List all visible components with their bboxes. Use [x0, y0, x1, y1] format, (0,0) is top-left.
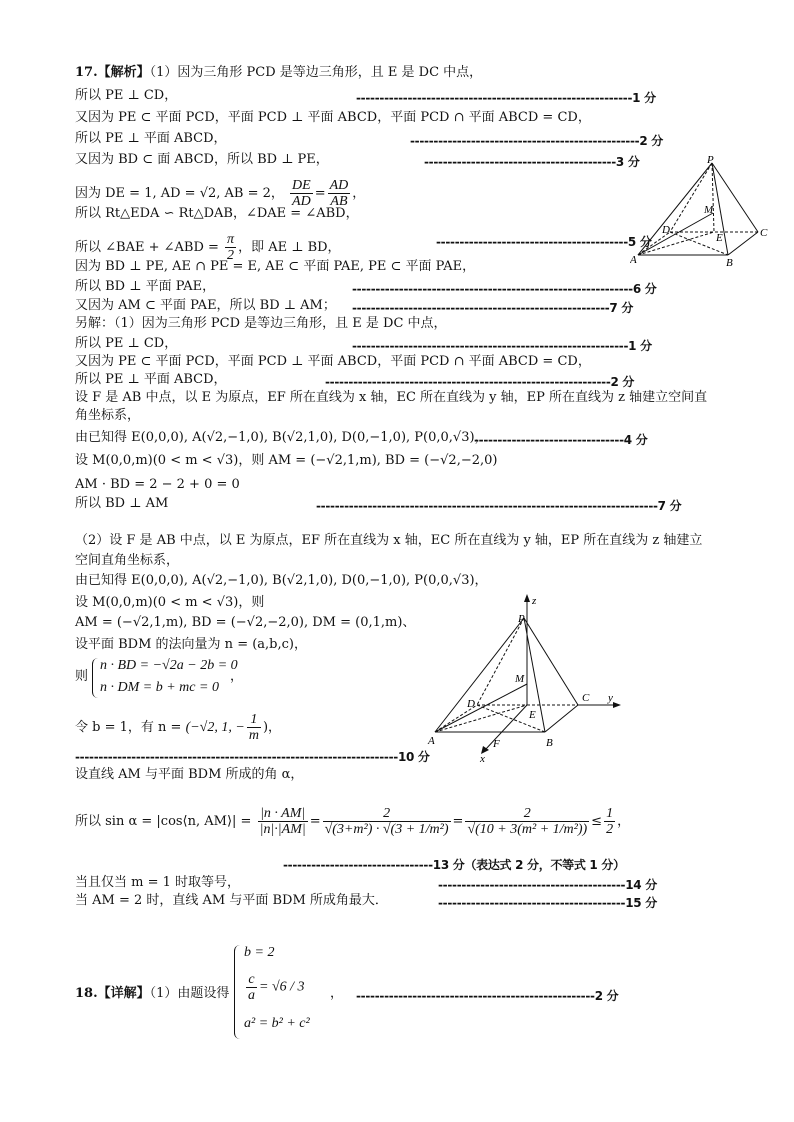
score-2: -------------------------------------------------2 分 — [410, 134, 663, 148]
fig2-label-f: F — [493, 738, 500, 750]
p17-q2-line-11: 当且仅当 m = 1 时取等号， — [75, 875, 241, 890]
p18-line-1 — [75, 986, 229, 1002]
score-15: ----------------------------------------15 分 — [438, 896, 657, 910]
p17-line-10: 所以 BD ⊥ 平面 PAE， — [75, 279, 216, 294]
p17-line-15: 所以 PE ⊥ 平面 ABCD， — [75, 372, 227, 387]
fig1-label-a: A — [630, 254, 637, 266]
ratio-ad-ab: $\frac{AD}{AB}$ — [329, 178, 349, 209]
normal-vector-value: (−√2, 1, − — [185, 720, 245, 735]
fig1-label-d: D — [662, 224, 670, 236]
fig1-label-e: E — [716, 232, 723, 244]
p17-text-1: （1）因为三角形 PCD 是等边三角形，且 E 是 DC 中点， — [149, 65, 483, 80]
normal-eq-1: n · BD = −√2a − 2b = 0 — [100, 658, 238, 673]
p17-q2-line-9: 设直线 AM 与平面 BDM 所成的角 α， — [75, 767, 304, 782]
edge-ae — [435, 705, 527, 732]
p17-line-12: 另解：（1）因为三角形 PCD 是等边三角形，且 E 是 DC 中点， — [75, 316, 447, 331]
fig2-label-m: M — [515, 673, 525, 685]
p17-q2-line-1: （2）设 F 是 AB 中点，以 E 为原点，EF 所在直线为 x 轴，EC 所在直线为 y 轴，EP 所在直线为 z 轴建立 — [75, 533, 703, 548]
fig2-label-c: C — [582, 692, 590, 704]
fig2-label-p: P — [518, 613, 525, 625]
edge-pc — [712, 163, 758, 232]
p17-q2-line-8 — [75, 712, 281, 743]
fig1-label-c: C — [760, 227, 768, 239]
y-arrow — [613, 702, 621, 708]
frac-nam: $\frac{|n \cdot AM|}{|n|\cdot|AM|}$ — [259, 806, 306, 837]
fig2-label-a: A — [428, 735, 435, 747]
fig1-label-m: M — [704, 204, 714, 216]
frac-sqrt-sum: $\frac{2}{\text{√(10 + 3(m² + 1/m²))}}$ — [467, 806, 588, 837]
p17-q2-line-6: 设平面 BDM 的法向量为 n = (a,b,c)， — [75, 637, 307, 652]
p18-heading: 18.【详解】 — [75, 986, 150, 1001]
p17-q2-line-10: 所以 sin α = |cos⟨n, AM⟩| = $\frac{|n \cdot AM|}{|n|\cdot|AM|}$ = $\frac{2}{\text{√(3+m²) · √(3 + 1/m²)}}$ = $\frac{2}{\text{√(10 + 3(m² + 1/m²))}}$ ≤ $\frac{1}{2}$ ， — [75, 806, 631, 837]
fig1-label-p: P — [707, 155, 714, 166]
p17-text-8a: 所以 ∠BAE + ∠ABD = — [75, 240, 219, 255]
fig2-label-x: x — [480, 753, 485, 765]
p17-comma-10: ， — [617, 814, 631, 829]
p17-q2-line-7: 则 — [75, 669, 89, 684]
score-7: -------------------------------------------------------7 分 — [352, 301, 634, 315]
p17-line-20: AM · BD = 2 − 2 + 0 = 0 — [75, 477, 240, 492]
p17-line-16: 设 F 是 AB 中点，以 E 为原点，EF 所在直线为 x 轴，EC 所在直线为 y 轴，EP 所在直线为 z 轴建立空间直 — [75, 390, 708, 405]
score-5: -----------------------------------------5 分 — [436, 235, 652, 249]
p17-q2-line-5: AM = (−√2,1,m), BD = (−√2,−2,0), DM = (0,1,m)、 — [75, 615, 416, 630]
fig2-label-z: z — [532, 595, 537, 607]
fig2-label-e: E — [529, 709, 536, 721]
p18-eq-3: a² = b² + c² — [244, 1016, 310, 1031]
score-6: ------------------------------------------------------------6 分 — [352, 282, 657, 296]
frac-half: $\frac{1}{2}$ — [606, 806, 614, 837]
p18-comma: ， — [330, 986, 344, 1001]
score-alt-7: -------------------------------------------------------------------------7 分 — [316, 499, 682, 513]
z-arrow — [524, 594, 530, 602]
segment-am — [638, 213, 713, 255]
p17-line-7: 所以 Rt△EDA ∽ Rt△DAB，∠DAE = ∠ABD， — [75, 206, 359, 221]
p17-line-1 — [75, 65, 482, 81]
p17-line-14: 又因为 PE ⊂ 平面 PCD，平面 PCD ⊥ 平面 ABCD，平面 PCD ∩ 平面 ABCD = CD， — [75, 354, 591, 369]
p17-line-2: 所以 PE ⊥ CD， — [75, 88, 178, 103]
edge-pd — [477, 618, 524, 705]
p18-eq-1: b = 2 — [244, 945, 275, 960]
sin-alpha-expr: 所以 sin α = |cos⟨n, AM⟩| = — [75, 814, 252, 829]
score-13: --------------------------------13 分（表达式 2 分，不等式 1 分） — [283, 858, 625, 872]
p17-line-5: 又因为 BD ⊂ 面 ABCD，所以 BD ⊥ PE， — [75, 152, 329, 167]
p17-q2-line-4: 设 M(0,0,m)(0 < m < √3)，则 — [75, 595, 265, 610]
fig2-label-d: D — [467, 698, 475, 710]
edge-bc — [728, 232, 758, 255]
edge-pa — [435, 618, 524, 732]
edge-bc — [545, 705, 578, 732]
p17-line-13: 所以 PE ⊥ CD， — [75, 336, 178, 351]
p17-q2-line-3: 由已知得 E(0,0,0), A(√2,−1,0), B(√2,1,0), D(0,−1,0), P(0,0,√3)， — [75, 573, 488, 588]
pyramid-figure-2 — [425, 592, 625, 767]
p17-line-9: 因为 BD ⊥ PE, AE ∩ PE = E, AE ⊂ 平面 PAE, PE ⊂ 平面 PAE， — [75, 259, 476, 274]
frac-sqrt-product: $\frac{2}{\text{√(3+m²) · √(3 + 1/m²)}}$ — [324, 806, 449, 837]
one-over-m: $\frac{1}{m}$ — [248, 712, 259, 743]
p17-q2-line-2: 空间直角坐标系， — [75, 553, 180, 568]
pi-over-2: $\frac{\pi}{2}$ — [227, 232, 235, 263]
ratio-de-ad: $\frac{DE}{AD}$ — [292, 178, 311, 209]
normal-eq-2: n · DM = b + mc = 0 — [100, 680, 219, 695]
x-axis — [485, 705, 527, 750]
p18-system-brace — [234, 945, 241, 1039]
p17-heading: 17.【解析】 — [75, 65, 150, 80]
score-3: -----------------------------------------3 分 — [424, 155, 640, 169]
score-1: -----------------------------------------------------------1 分 — [356, 91, 656, 105]
score-10: ---------------------------------------------------------------------10 分 — [75, 750, 430, 764]
score-alt-1: -----------------------------------------------------------1 分 — [352, 339, 652, 353]
p17-text-6: 因为 DE = 1, AD = √2, AB = 2， — [75, 186, 284, 201]
fig2-label-y: y — [608, 692, 613, 704]
p17-line-11: 又因为 AM ⊂ 平面 PAE，所以 BD ⊥ AM； — [75, 298, 336, 313]
p17-text-8b: ，即 AE ⊥ BD， — [238, 240, 341, 255]
leq-sign: ≤ — [591, 814, 603, 829]
p17-text-8a: 令 b = 1，有 n = — [75, 720, 182, 735]
edge-ae — [638, 232, 714, 255]
p18-text-1: （1）由题设得 — [149, 986, 230, 1001]
p17-line-4: 所以 PE ⊥ 平面 ABCD， — [75, 131, 227, 146]
edge-pd — [670, 163, 712, 232]
p17-text-8c: )， — [262, 720, 282, 735]
fig2-label-b: B — [546, 737, 553, 749]
system-brace — [92, 658, 99, 698]
fig1-label-b: B — [726, 257, 733, 269]
p18-score-2: ---------------------------------------------------2 分 — [356, 989, 619, 1003]
p17-line-3: 又因为 PE ⊂ 平面 PCD，平面 PCD ⊥ 平面 ABCD，平面 PCD ∩ 平面 ABCD = CD， — [75, 110, 591, 125]
edge-pa — [638, 163, 712, 255]
p17-line-19: 设 M(0,0,m)(0 < m < √3)，则 AM = (−√2,1,m), BD = (−√2,−2,0) — [75, 453, 498, 468]
pyramid-figure-1 — [630, 155, 770, 270]
p17-line-18: 由已知得 E(0,0,0), A(√2,−1,0), B(√2,1,0), D(0,−1,0), P(0,0,√3)， — [75, 430, 488, 445]
segment-am — [435, 684, 527, 732]
p17-q2-line-12: 当 AM = 2 时，直线 AM 与平面 BDM 所成角最大． — [75, 893, 388, 908]
p17-line-6: 因为 DE = 1, AD = √2, AB = 2， $\frac{DE}{AD}$ = $\frac{AD}{AB}$ ， — [75, 178, 366, 209]
score-14: ----------------------------------------14 分 — [438, 878, 657, 892]
p18-eq-2: $\frac{c}{a}$ = √6 / 3 — [248, 972, 305, 1003]
p17-line-17: 角坐标系， — [75, 408, 141, 423]
score-alt-4: --------------------------------4 分 — [474, 433, 648, 447]
score-alt-2: -------------------------------------------------------------2 分 — [325, 375, 635, 389]
p17-line-21: 所以 BD ⊥ AM — [75, 496, 169, 511]
p17-q2-comma-7: ， — [230, 669, 244, 684]
